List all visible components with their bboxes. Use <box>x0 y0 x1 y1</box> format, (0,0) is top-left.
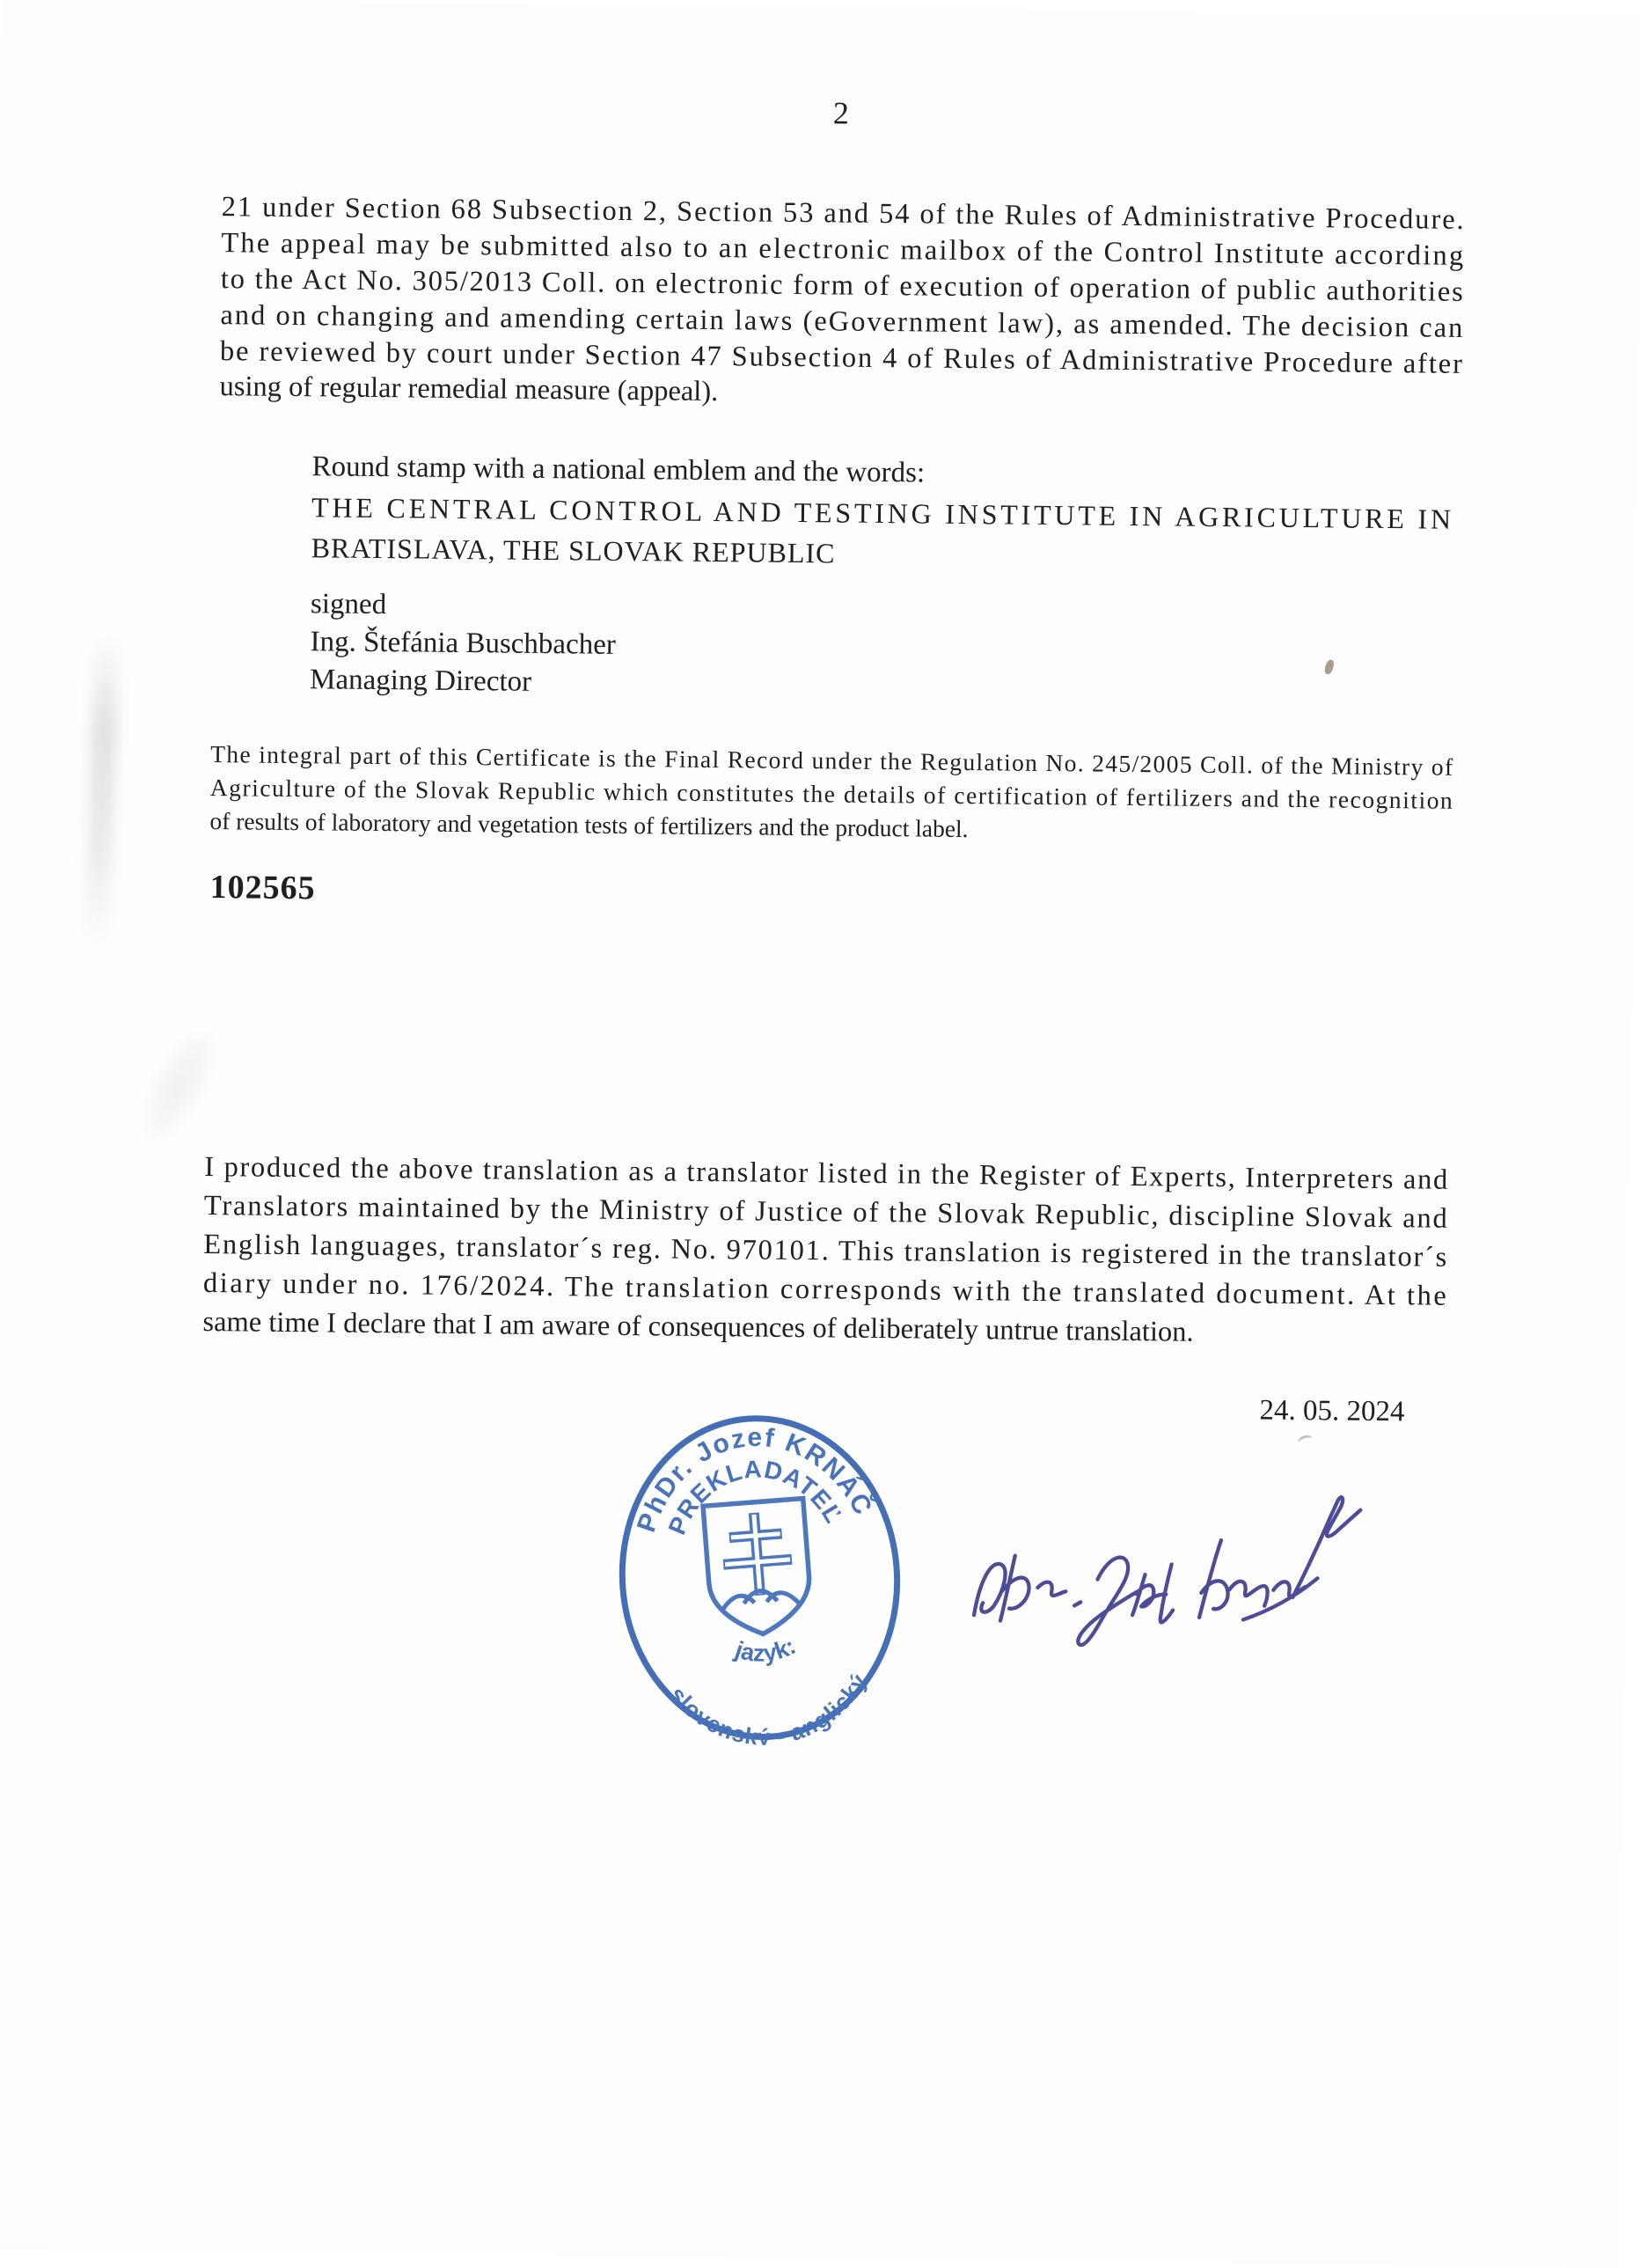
paragraph-line: using of regular remedial measure (appeal). <box>219 371 719 408</box>
page-number: 2 <box>832 95 850 131</box>
scan-smudge-artifact <box>131 1024 227 1148</box>
signer-name: Ing. Štefánia Buschbacher <box>310 626 617 661</box>
reference-number: 102565 <box>209 869 316 907</box>
stamp-languages-text: slovenský - anglický <box>664 1669 873 1751</box>
paragraph-line: I produced the above translation as a translator listed in the Register of Experts, Interpreters and <box>204 1150 1448 1196</box>
paragraph-line: Agriculture of the Slovak Republic which constitutes the details of certification of fertilizers and the recognition <box>209 774 1453 814</box>
paragraph-line: of results of laboratory and vegetation tests of fertilizers and the product label. <box>209 807 969 843</box>
paragraph-line: be reviewed by court under Section 47 Subsection 4 of Rules of Administrative Procedure after <box>219 335 1463 380</box>
integral-part-paragraph <box>209 738 1454 851</box>
paragraph-line: English languages, translator´s reg. No. 970101. This translation is registered in the translator´s <box>203 1228 1447 1273</box>
svg-text:jazyk: <box>729 1632 801 1670</box>
stamp-language-label-text: jazyk: <box>731 1633 801 1667</box>
translation-date: 24. 05. 2024 <box>1259 1394 1405 1428</box>
handwritten-signature <box>963 1474 1369 1672</box>
stamp-description-intro: Round stamp with a national emblem and the words: <box>311 451 926 489</box>
slovak-emblem-icon <box>703 1499 813 1638</box>
paragraph-line: Translators maintained by the Ministry of Justice of the Slovak Republic, discipline Slovak and <box>203 1189 1447 1235</box>
round-stamp-description <box>311 446 1455 580</box>
svg-text:slovenský - anglický <box>663 1667 877 1756</box>
stamp-title-text: PREKLADATEĽ <box>663 1455 848 1539</box>
appeal-paragraph <box>219 188 1463 418</box>
institute-name-line: BRATISLAVA, THE SLOVAK REPUBLIC <box>311 532 836 569</box>
paragraph-line: to the Act No. 305/2013 Coll. on electronic form of execution of operation of public authorities <box>220 263 1463 308</box>
paragraph-line: diary under no. 176/2024. The translation corresponds with the translated document. At the <box>202 1266 1447 1312</box>
paragraph-line: The appeal may be submitted also to an electronic mailbox of the Control Institute according <box>221 227 1464 272</box>
institute-name-line: THE CENTRAL CONTROL AND TESTING INSTITUTE IN AGRICULTURE IN <box>311 491 1453 535</box>
signed-label: signed <box>310 588 387 621</box>
stamp-name-text: PhDr. Jozef KRNÁČ <box>632 1422 879 1537</box>
paragraph-line: 21 under Section 68 Subsection 2, Section 53 and 54 of the Rules of Administrative Procedure. <box>221 191 1464 236</box>
paragraph-line: and on changing and amending certain laws (eGovernment law), as amended. The decision can <box>220 299 1463 344</box>
translator-round-stamp <box>599 1399 919 1756</box>
translator-declaration-paragraph <box>202 1148 1449 1354</box>
paragraph-line: same time I declare that I am aware of consequences of deliberately untrue translation. <box>202 1305 1194 1348</box>
small-mark-artifact <box>1297 1434 1314 1449</box>
signer-title: Managing Director <box>309 664 532 698</box>
signed-block <box>310 585 617 702</box>
paragraph-line: The integral part of this Certificate is the Final Record under the Regulation No. 245/2005 Coll. of the Ministry of <box>210 740 1453 781</box>
scan-streak-artifact <box>83 634 121 948</box>
ink-speck-artifact <box>1324 659 1335 676</box>
